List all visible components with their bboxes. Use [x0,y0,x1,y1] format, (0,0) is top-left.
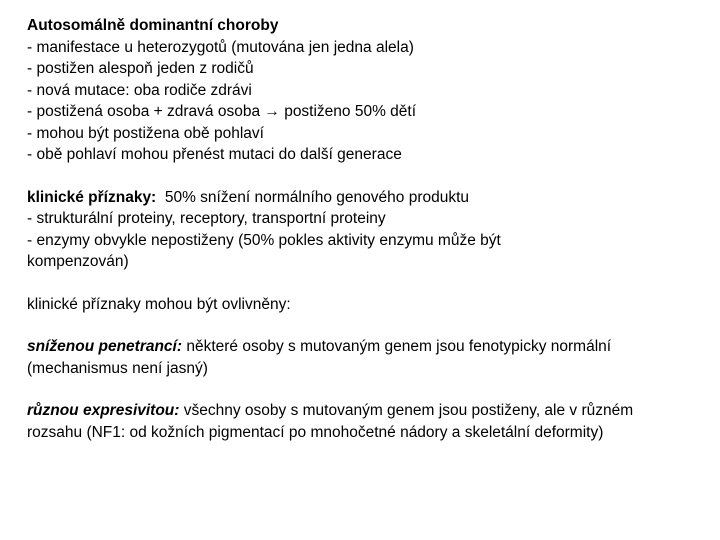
list-item: - manifestace u heterozygotů (mutována jen jedna alela) [27,38,414,56]
section-penetrance [27,336,667,379]
section-dominant-diseases [27,15,697,166]
spacer [27,379,697,400]
list-item: - mohou být postižena obě pohlaví [27,124,264,142]
spacer [27,315,697,336]
list-item: - enzymy obvykle nepostiženy (50% pokles aktivity enzymu může být kompenzován) [27,231,501,270]
list-item: - nová mutace: oba rodiče zdrávi [27,81,252,99]
section-clinical-symptoms [27,187,697,273]
penetrance-label: sníženou penetrancí: [27,338,183,355]
section-influence [27,294,697,316]
influence-text: klinické příznaky mohou být ovlivněny: [27,295,291,313]
clinical-symptoms-text: 50% snížení normálního genového produktu [156,188,470,206]
section-expressivity [27,400,687,443]
spacer [27,273,697,294]
section-heading: Autosomálně dominantní choroby [27,17,279,34]
expressivity-label: různou expresivitou: [27,402,180,419]
clinical-symptoms-line [27,187,697,209]
list-item: - postižen alespoň jeden z rodičů [27,60,254,77]
list-item: - obě pohlaví mohou přenést mutaci do další generace [27,146,402,163]
list-item: - strukturální proteiny, receptory, transportní proteiny [27,210,386,227]
spacer [27,166,697,187]
penetrance-text: některé osoby s mutovaným genem jsou fenotypicky normální (mechanismus není jasný) [27,338,612,377]
list-item: - postižená osoba + zdravá osoba → postiženo 50% dětí [27,103,417,120]
slide-content [27,15,697,443]
expressivity-text: všechny osoby s mutovaným genem jsou postiženy, ale v různém rozsahu (NF1: od kožních pigmentací po mnohočetné nádory a skeletální deformity) [27,402,634,441]
clinical-symptoms-label: klinické příznaky: [27,188,157,206]
